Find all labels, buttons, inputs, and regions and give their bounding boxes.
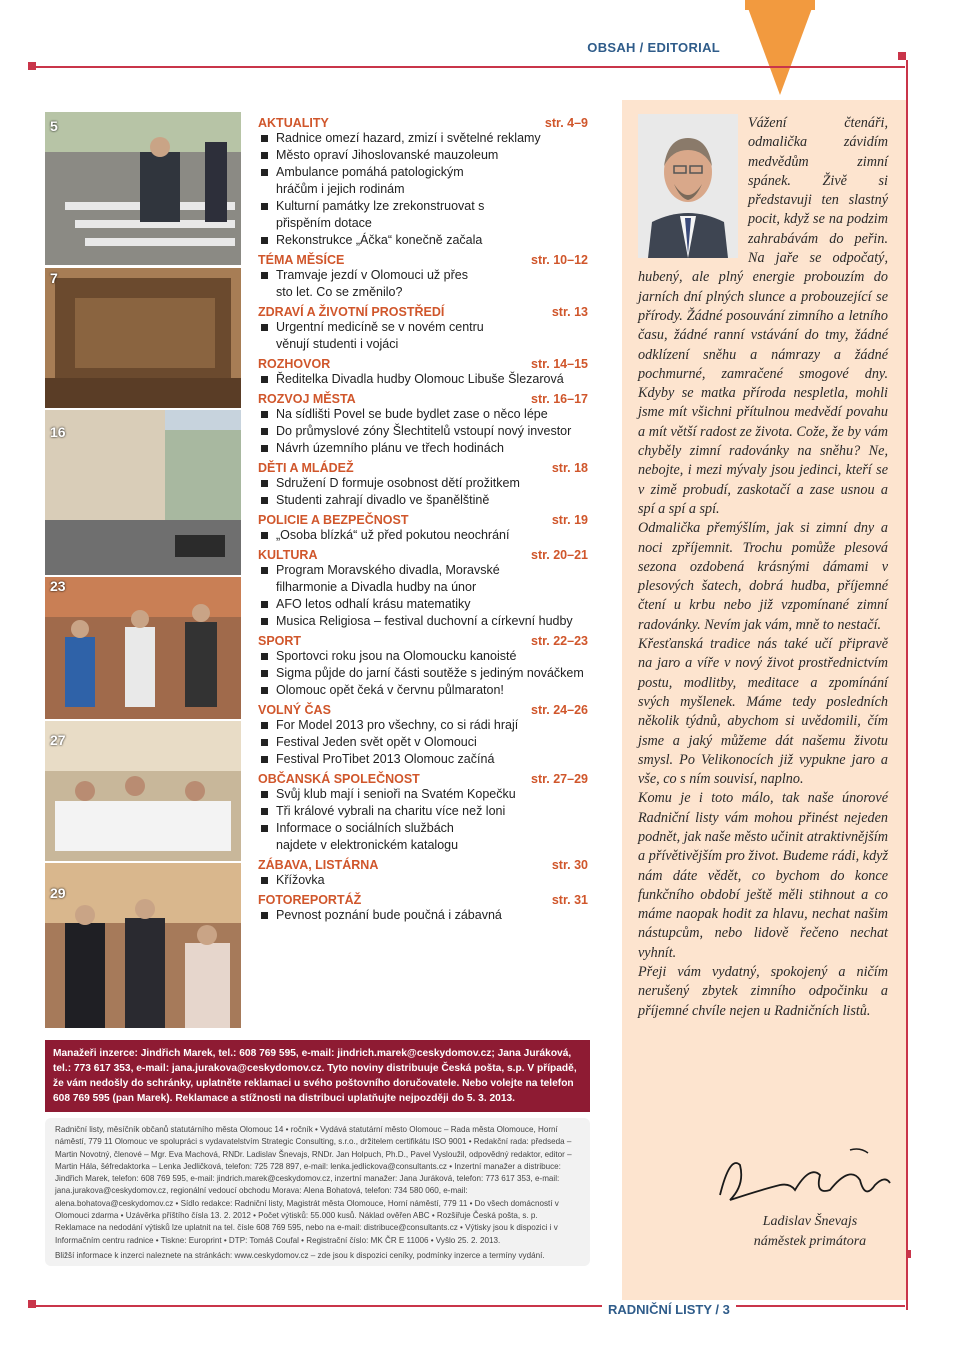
impressum-text: Radniční listy, měsíčník občanů statutárního města Olomouc 14 • ročník • Vydává statutární město Olomouc – Rada města Olomouce, Horní náměstí, 779 11 Olomouc ve spolupráci s vydavatelstvím Strategic Consulting, s.r.o., držitelem certifikátu ISO 9001 • Redakční rada: předseda – Martin Novotný, členové – Mgr. Eva Machová, RNDr. Ladislav Šnevajs, RNDr. Jan Holpuch, Ph.D., Pavel Vysloužil, odpovědný redaktor, editor – Martin Hála, šéfredaktorka – Lenka Jedličková, telefon: 725 728 897, e-mail: lenka.jedlickova@consultants.cz • Inzertní manažer a distribuce: Jindřich Marek, telefon: 608 769 595, e-mail: jindrich.marek@ceskydomov.cz, inzertní manažer: Jana Juráková, telefon: 773 617 353, e-mail: jana.jurakova@ceskydomov.cz, regionální vedoucí obchodu Morava: Alena Bohatová, telefon: 734 580 060, e-mail: alena.bohatova@ceskydomov.cz • Sídlo redakce: Radniční listy, Magistrát města Olomouce, Horní náměstí, 779 11 • Do všech domácností v Olomouci zdarma • Uzávěrka příštího čísla 13. 2. 2012 • Počet výtisků: 55.000 kusů. Náklad ověřen ABC • Rozšiřuje Česká pošta, s. p. Reklamace na nedodání výtisků lze uplatnit na tel. čísle 608 769 595, nebo na e-mail: distribuce@consultants.cz • Výtisky jsou k dispozici i v Informačním centru radnice • Tiskne: Europrint • DTP: Tomáš Coufal • Registrační číslo: MK ČR E 11006 • Vyšlo 25. 2. 2013. <box>55 1125 572 1245</box>
toc-section-pages: str. 10–12 <box>531 253 588 267</box>
toc-section-title: POLICIE A BEZPEČNOST <box>258 513 409 527</box>
toc-section-pages: str. 19 <box>551 513 588 527</box>
toc-item: Sigma půjde do jarní části soutěže s jediným nováčkem <box>258 665 588 682</box>
footer-rule <box>30 1305 905 1307</box>
toc-item: Město opraví Jihoslovanské mauzoleum <box>258 147 588 164</box>
section-label: OBSAH / EDITORIAL <box>587 40 720 55</box>
toc-item: Sportovci roku jsou na Olomoucku kanoisté <box>258 648 588 665</box>
photo-page-number: 29 <box>50 885 66 901</box>
editorial-text <box>638 114 888 1021</box>
header-chevron <box>745 0 815 95</box>
corner-square <box>898 52 906 60</box>
toc-section <box>258 305 588 353</box>
toc-section <box>258 548 588 630</box>
toc-section-header <box>258 548 588 562</box>
table-of-contents <box>258 112 588 924</box>
toc-item: Studenti zahrají divadlo ve španělštině <box>258 492 588 509</box>
photo-marathon <box>45 577 241 719</box>
editorial-paragraph: Komu je i toto málo, tak naše únorové Radniční listy vám mohou přinést nejeden podnět, jak naše město učinit atraktivnějším a přívětivějším pro život. Budeme rádi, když nám dáte vědět, co bychom do konce funkčního období ještě měli stihnout a co máme naopak hodit za hlavu, nechat našim nástupcům, nebo lidově řečeno nechat vyhnít. <box>638 790 888 961</box>
toc-item: Na sídlišti Povel se bude bydlet zase o něco lépe <box>258 406 588 423</box>
photo-crosswalk <box>45 112 241 265</box>
toc-section-title: ROZVOJ MĚSTA <box>258 392 356 406</box>
toc-section-header <box>258 392 588 406</box>
photo-housing-estate <box>45 410 241 575</box>
toc-item: Do průmyslové zóny Šlechtitelů vstoupí nový investor <box>258 423 588 440</box>
toc-item: Svůj klub mají i senioři na Svatém Kopečku <box>258 786 588 803</box>
toc-section-pages: str. 13 <box>551 305 588 319</box>
toc-item: Olomouc opět čeká v červnu půlmaraton! <box>258 682 588 699</box>
toc-item: Festival Jeden svět opět v Olomouci <box>258 734 588 751</box>
toc-section-header <box>258 703 588 717</box>
toc-section-pages: str. 24–26 <box>531 703 588 717</box>
toc-section <box>258 772 588 854</box>
toc-section-header <box>258 357 588 371</box>
toc-section-header <box>258 253 588 267</box>
toc-section-title: AKTUALITY <box>258 116 329 130</box>
photo-page-number: 23 <box>50 578 66 594</box>
toc-item: For Model 2013 pro všechny, co si rádi hrají <box>258 717 588 734</box>
toc-item: Urgentní medicíně se v novém centru věnují studenti i vojáci <box>258 319 488 353</box>
toc-section-header <box>258 513 588 527</box>
portrait-spacer <box>638 114 748 264</box>
editorial-paragraph: Vážení čtenáři, odmalička závidím medvědům zimní spánek. Živě si představuji ten slastný pocit, když se na podzim zahrabávám do peřin. Na jaře se odpočatý, hubený, ale plný energie probouzím do jarních dní plných slunce a probouzející se přírody. Žádné posouvání zimního a letního času, žádné ranní vstávání do tmy, žádné odklízení sněhu a námrazy a žádné pochmurné, zamračené smogové dny. Kdyby se matka příroda nespletla, mohli jsme mít všichni přítulnou medvědí povahu a mít větší radost ze života. Cože, že by vám chyběly zimní radovánky na sněhu? Ne, nebojte, i mezi mývaly jsou jedinci, kteří se v zimě probudí, zaskotačí a zase usnou a spí a spí a spí. <box>638 115 888 517</box>
toc-section-pages: str. 4–9 <box>544 116 588 130</box>
toc-section <box>258 513 588 544</box>
page-footer-label: RADNIČNÍ LISTY / 3 <box>602 1302 736 1317</box>
toc-section-header <box>258 461 588 475</box>
header-rule <box>30 66 905 68</box>
toc-section-pages: str. 22–23 <box>531 634 588 648</box>
toc-section-pages: str. 14–15 <box>531 357 588 371</box>
toc-item: Ambulance pomáhá patologickým hráčům i jejich rodinám <box>258 164 498 198</box>
toc-section <box>258 893 588 924</box>
toc-section-title: TÉMA MĚSÍCE <box>258 253 345 267</box>
photo-page-number: 7 <box>50 270 58 286</box>
signature-role: náměstek primátora <box>753 1234 867 1249</box>
toc-item: Sdružení D formuje osobnost dětí prožitkem <box>258 475 588 492</box>
impressum-extra: Bližší informace k inzerci naleznete na stránkách: www.ceskydomov.cz – zde jsou k dispozici ceníky, podmínky inzerce a termíny vydání. <box>55 1250 545 1260</box>
advertising-notice: Manažeři inzerce: Jindřich Marek, tel.: 608 769 595, e-mail: jindrich.marek@ceskydomov.cz; Jana Juráková, tel.: 773 617 353, e-mail: jana.jurakova@ceskydomov.cz. Tyto noviny distribuuje Česká pošta, s.p. V případě, že vám nedošly do schránky, uplatněte reklamaci u svého poštovního doručovatele. Nebo volejte na telefon 608 769 595 (pan Marek). Reklamace a stížnosti na distribuci uplatňujte nejpozději do 5. 3. 2013. <box>45 1040 590 1112</box>
handwritten-signature <box>700 1145 900 1215</box>
toc-section-title: KULTURA <box>258 548 318 562</box>
editorial-paragraph: Křesťanská tradice nás také učí připravě na jaro a víře v nový život prostřednictvím postu, modlitby, meditace a zpomínání svých myšlenek. Máme tedy posledních několik týdnů, abychom si uvědomili, čím jsme a jaký můžeme dát našemu životu smysl. Po Velikonocích již vypukne jaro a vše, co s ním souvisí, naplno. <box>638 636 888 788</box>
photo-page-number: 5 <box>50 118 58 134</box>
toc-section-header <box>258 116 588 130</box>
toc-section-title: ZDRAVÍ A ŽIVOTNÍ PROSTŘEDÍ <box>258 305 445 319</box>
toc-item: „Osoba blízká“ už před pokutou neochrání <box>258 527 588 544</box>
photo-page-number: 16 <box>50 424 66 440</box>
photo-ceremony <box>45 863 241 1028</box>
toc-item: Tramvaje jezdí v Olomouci už přes sto let. Co se změnilo? <box>258 267 488 301</box>
toc-section-title: SPORT <box>258 634 302 648</box>
toc-section-header <box>258 634 588 648</box>
toc-section-pages: str. 31 <box>551 893 588 907</box>
photo-tram-stop <box>45 268 241 408</box>
toc-section <box>258 634 588 699</box>
toc-section <box>258 357 588 388</box>
toc-section-header <box>258 858 588 872</box>
toc-section <box>258 858 588 889</box>
toc-item: Program Moravského divadla, Moravské filharmonie a Divadla hudby na únor <box>258 562 518 596</box>
toc-item: Informace o sociálních službách najdete v elektronickém katalogu <box>258 820 498 854</box>
toc-section-pages: str. 27–29 <box>531 772 588 786</box>
toc-section <box>258 461 588 509</box>
toc-section-title: FOTOREPORTÁŽ <box>258 893 362 907</box>
toc-item: Tři králové vybrali na charitu více než loni <box>258 803 588 820</box>
toc-section <box>258 253 588 301</box>
impressum <box>45 1118 590 1266</box>
toc-section <box>258 116 588 249</box>
toc-section-title: ROZHOVOR <box>258 357 331 371</box>
photo-seniors-club <box>45 721 241 861</box>
toc-item: Rekonstrukce „Áčka“ konečně začala <box>258 232 588 249</box>
toc-section <box>258 392 588 457</box>
toc-section-header <box>258 893 588 907</box>
toc-section-header <box>258 305 588 319</box>
toc-item: Musica Religiosa – festival duchovní a církevní hudby <box>258 613 588 630</box>
toc-item: AFO letos odhalí krásu matematiky <box>258 596 588 613</box>
toc-section-title: VOLNÝ ČAS <box>258 703 331 717</box>
toc-section-pages: str. 16–17 <box>531 392 588 406</box>
toc-section <box>258 703 588 768</box>
toc-item: Křížovka <box>258 872 588 889</box>
toc-section-title: DĚTI A MLÁDEŽ <box>258 461 354 475</box>
toc-item: Radnice omezí hazard, zmizí i světelné reklamy <box>258 130 588 147</box>
editorial-paragraph: Odmalička přemýšlím, jak si zimní dny a noci zpříjemnit. Trochu pomůže plesová sezona ozdobená krásnými dámami v plesových šatech, dobrá hudba, příjemné čtení u krbu nebo již vzpomínané zimní radovánky. Nevím jak vám, mně to nestačí. <box>638 520 888 633</box>
toc-item: Návrh územního plánu ve třech hodinách <box>258 440 588 457</box>
toc-item: Pevnost poznání bude poučná i zábavná <box>258 907 588 924</box>
toc-item: Kulturní památky lze zrekonstruovat s přispěním dotace <box>258 198 498 232</box>
toc-section-pages: str. 20–21 <box>531 548 588 562</box>
toc-section-title: ZÁBAVA, LISTÁRNA <box>258 858 379 872</box>
signature-name: Ladislav Šnevajs <box>762 1214 858 1229</box>
right-rule <box>906 60 908 1310</box>
photo-page-number: 27 <box>50 732 66 748</box>
signature-block <box>740 1212 880 1252</box>
corner-square <box>28 62 36 70</box>
toc-item: Festival ProTibet 2013 Olomouc začíná <box>258 751 588 768</box>
toc-item: Ředitelka Divadla hudby Olomouc Libuše Šlezarová <box>258 371 588 388</box>
toc-section-header <box>258 772 588 786</box>
toc-section-title: OBČANSKÁ SPOLEČNOST <box>258 772 420 786</box>
editorial-paragraph: Přeji vám vydatný, spokojený a ničím nerušený zbytek zimního odpočinku a příjemné chvíle nejen u Radničních listů. <box>638 964 888 1019</box>
toc-section-pages: str. 18 <box>551 461 588 475</box>
toc-section-pages: str. 30 <box>551 858 588 872</box>
